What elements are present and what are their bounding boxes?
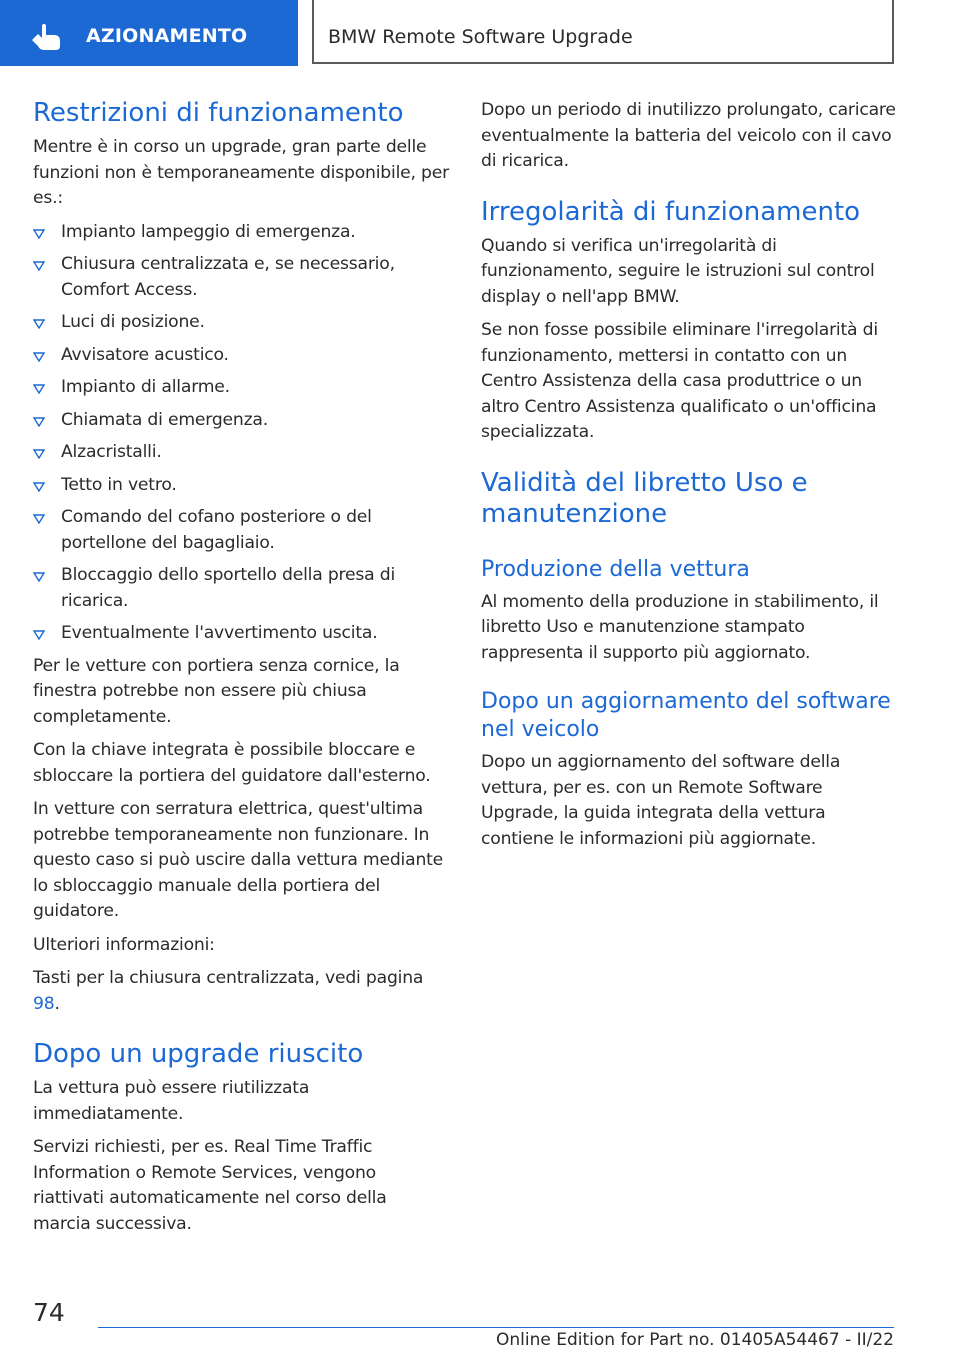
- paragraph-services: Servizi richiesti, per es. Real Time Traffic Information o Remote Services, vengono riattivati automaticamente nel corso della marcia successiva.: [33, 1137, 387, 1234]
- triangle-bullet-icon: [33, 630, 45, 640]
- footer-divider: [98, 1327, 894, 1328]
- chapter-title: BMW Remote Software Upgrade: [328, 26, 633, 48]
- restriction-list: [33, 220, 449, 647]
- list-item: Comando del cofano posteriore o del portellone del bagagliaio.: [33, 505, 449, 556]
- heading-irregularity: Irregolarità di funzionamento: [481, 196, 861, 227]
- triangle-bullet-icon: [33, 417, 45, 427]
- triangle-bullet-icon: [33, 352, 45, 362]
- paragraph-electric-lock: In vetture con serratura elettrica, quest'ultima potrebbe temporaneamente non funzionare. In questo caso si può uscire dalla vettura mediante lo sbloccaggio manuale della portiera del guidatore.: [33, 799, 444, 921]
- paragraph-software-update: Dopo un aggiornamento del software della vettura, per es. con un Remote Software Upgrade, la guida integrata della vettura contiene le informazioni più aggiornate.: [481, 752, 841, 849]
- section-label: AZIONAMENTO: [86, 25, 248, 47]
- right-column: [481, 98, 897, 860]
- subheading-software-update: Dopo un aggiornamento del software nel veicolo: [481, 689, 891, 742]
- paragraph-keys-reference: Tasti per la chiusura centralizzata, vedi pagina 98.: [33, 968, 424, 1014]
- footer-edition: Online Edition for Part no. 01405A54467 - II/22: [495, 1330, 894, 1350]
- list-item: Chiusura centralizzata e, se necessario, Comfort Access.: [33, 252, 449, 303]
- subheading-production: Produzione della vettura: [481, 556, 750, 582]
- heading-after-upgrade: Dopo un upgrade riuscito: [33, 1039, 364, 1069]
- triangle-bullet-icon: [33, 514, 45, 524]
- paragraph-irregularity-1: Quando si verifica un'irregolarità di funzionamento, seguire le istruzioni sul control display o nell'app BMW.: [481, 235, 875, 307]
- paragraph-reuse: La vettura può essere riutilizzata immediatamente.: [33, 1078, 310, 1124]
- list-item: Bloccaggio dello sportello della presa di ricarica.: [33, 563, 449, 614]
- list-item: Impianto lampeggio di emergenza.: [33, 220, 449, 246]
- left-column: [33, 98, 449, 1245]
- heading-validity: Validità del libretto Uso e manutenzione: [481, 467, 808, 529]
- triangle-bullet-icon: [33, 449, 45, 459]
- paragraph-intro: Mentre è in corso un upgrade, gran parte delle funzioni non è temporaneamente disponibile, per es.:: [33, 137, 449, 208]
- list-item: Chiamata di emergenza.: [33, 408, 449, 434]
- heading-restrictions: Restrizioni di funzionamento: [33, 98, 404, 128]
- list-item: Eventualmente l'avvertimento uscita.: [33, 621, 449, 647]
- paragraph-frameless: Per le vetture con portiera senza cornice, la finestra potrebbe non essere più chiusa completamente.: [33, 655, 400, 727]
- paragraph-more-info: Ulteriori informazioni:: [33, 934, 215, 955]
- paragraph-battery: Dopo un periodo di inutilizzo prolungato, caricare eventualmente la batteria del veicolo con il cavo di ricarica.: [481, 100, 896, 171]
- chapter-title-box: [312, 0, 894, 64]
- list-item: Impianto di allarme.: [33, 375, 449, 401]
- hand-pointer-icon: [30, 24, 64, 50]
- section-tab: [0, 0, 298, 66]
- triangle-bullet-icon: [33, 319, 45, 329]
- paragraph-irregularity-2: Se non fosse possibile eliminare l'irregolarità di funzionamento, mettersi in contatto con un Centro Assistenza della casa produttrice o un altro Centro Assistenza qualificato o un'officina specializzata.: [481, 320, 878, 442]
- page-number: 74: [33, 1298, 65, 1327]
- list-item: Avvisatore acustico.: [33, 343, 449, 369]
- triangle-bullet-icon: [33, 229, 45, 239]
- triangle-bullet-icon: [33, 384, 45, 394]
- triangle-bullet-icon: [33, 482, 45, 492]
- paragraph-production: Al momento della produzione in stabilimento, il libretto Uso e manutenzione stampato rappresenta il supporto più aggiornato.: [481, 591, 879, 663]
- list-item: Luci di posizione.: [33, 310, 449, 336]
- triangle-bullet-icon: [33, 261, 45, 271]
- list-item: Alzacristalli.: [33, 440, 449, 466]
- list-item: Tetto in vetro.: [33, 473, 449, 499]
- page-link[interactable]: 98: [33, 993, 55, 1014]
- triangle-bullet-icon: [33, 572, 45, 582]
- paragraph-integrated-key: Con la chiave integrata è possibile bloccare e sbloccare la portiera del guidatore dall'esterno.: [33, 740, 431, 786]
